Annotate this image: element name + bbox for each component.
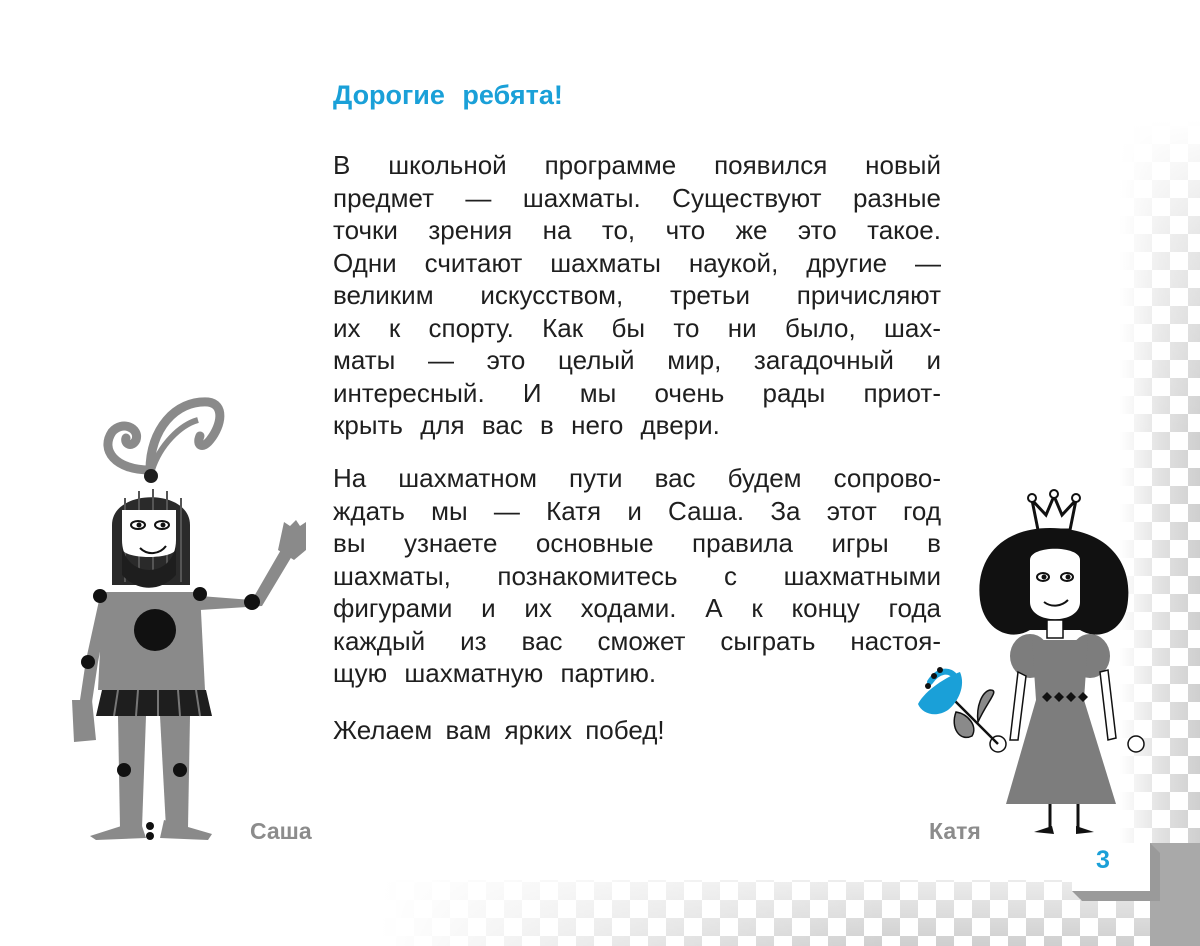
page-number: 3 bbox=[1096, 846, 1110, 874]
text-line: крыть для вас в него двери. bbox=[333, 410, 720, 440]
text-line: щую шахматную партию. bbox=[333, 658, 657, 688]
text-line: их к спорту. Как бы то ни было, шах- bbox=[333, 312, 941, 343]
text-line: вы узнаете основные правила игры в bbox=[333, 528, 941, 558]
character-name-katya: Катя bbox=[929, 818, 981, 844]
text-line: Желаем вам ярких побед! bbox=[333, 715, 665, 745]
text-line: Одни считают шахматы наукой, другие — bbox=[333, 247, 941, 278]
paragraph-2 bbox=[333, 462, 941, 690]
paragraph-3 bbox=[333, 714, 941, 747]
text-line: каждый из вас сможет сыграть настоя- bbox=[333, 625, 941, 656]
text-line: великим искусством, третьи причисляют bbox=[333, 280, 941, 310]
character-name-sasha: Саша bbox=[250, 818, 312, 844]
text-line: интересный. И мы очень рады приот- bbox=[333, 377, 941, 408]
text-line: На шахматном пути вас будем сопрово- bbox=[333, 463, 941, 493]
text-line: шахматы, познакомитесь с шахматными bbox=[333, 560, 941, 591]
page-title: Дорогие ребята! bbox=[333, 80, 563, 110]
text-line: ждать мы — Катя и Саша. За этот год bbox=[333, 495, 941, 526]
text-line: фигурами и их ходами. А к концу года bbox=[333, 593, 941, 623]
text-line: В школьной программе появился новый bbox=[333, 150, 941, 180]
text-line: предмет — шахматы. Существуют разные bbox=[333, 182, 941, 213]
text-line: маты — это целый мир, загадочный и bbox=[333, 345, 941, 375]
text-line: точки зрения на то, что же это такое. bbox=[333, 215, 941, 245]
paragraph-1 bbox=[333, 149, 941, 442]
